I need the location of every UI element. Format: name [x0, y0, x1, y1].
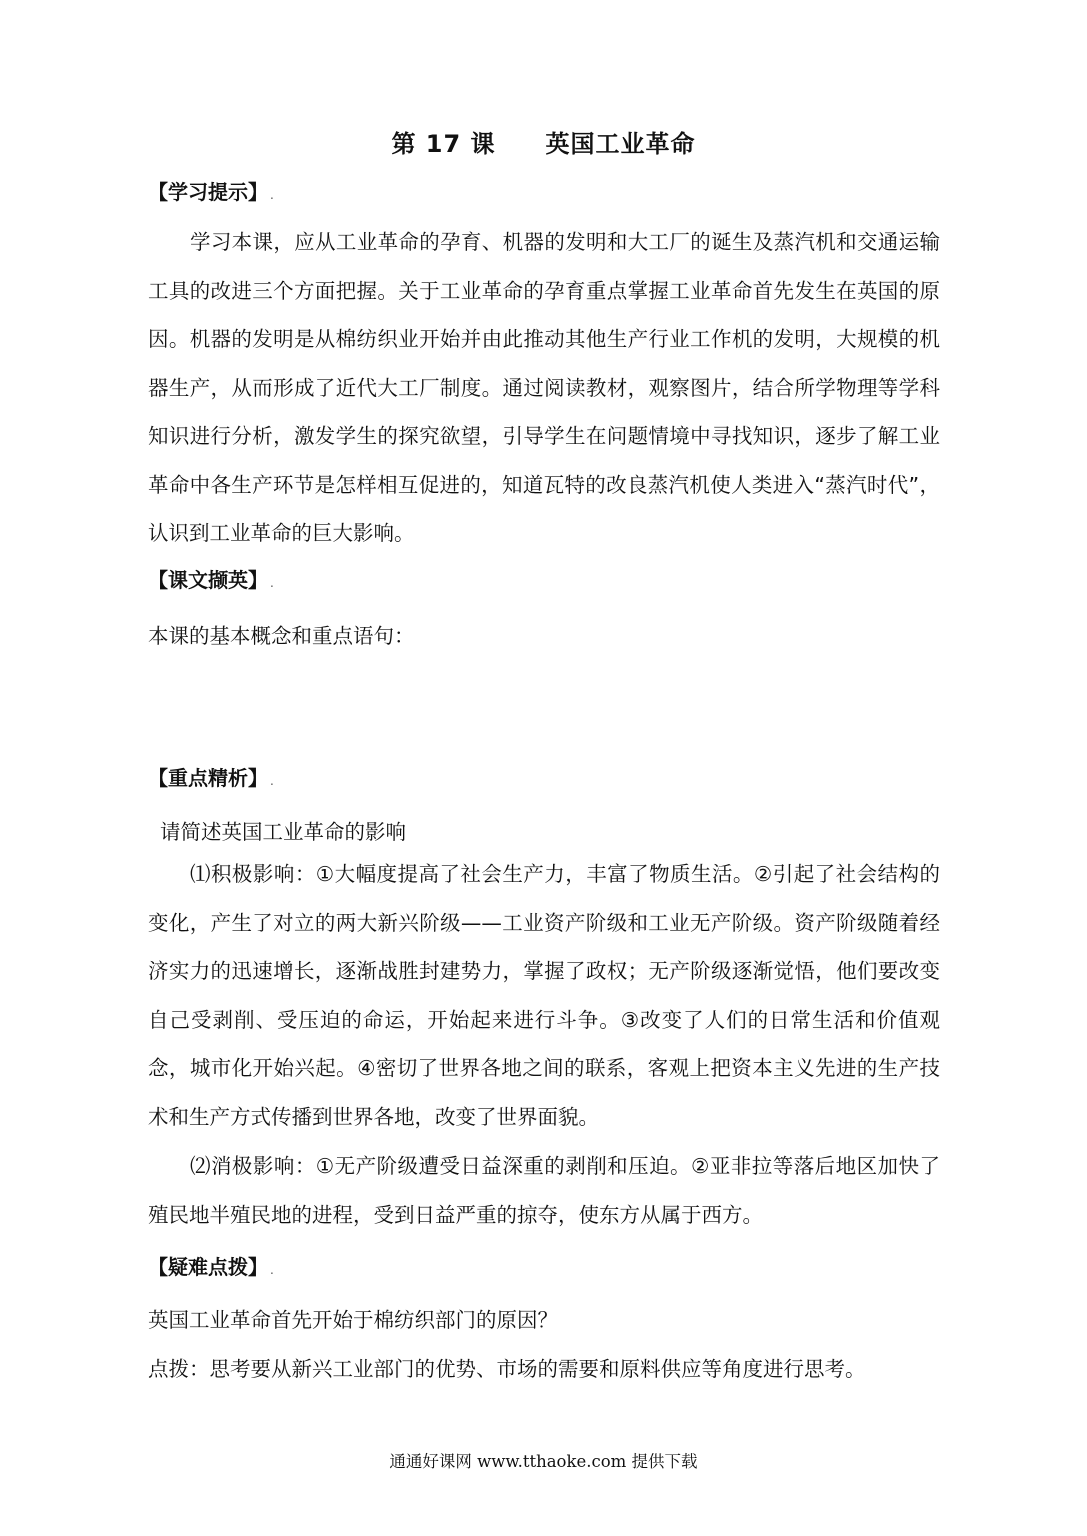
- positive-impact-paragraph: ⑴积极影响：①大幅度提高了社会生产力，丰富了物质生活。②引起了社会结构的变化，产生了对立的两大新兴阶级——工业资产阶级和工业无产阶级。资产阶级随着经济实力的迅速增长，逐渐战胜封建势力，掌握了政权；无产阶级逐渐觉悟，他们要改变自己受剥削、受压迫的命运，开始起来进行斗争。③改变了人们的日常生活和价值观念，城市化开始兴起。④密切了世界各地之间的联系，客观上把资本主义先进的生产技术和生产方式传播到世界各地，改变了世界面貌。: [148, 862, 940, 1129]
- study-tips-paragraph: 学习本课，应从工业革命的孕育、机器的发明和大工厂的诞生及蒸汽机和交通运输工具的改进三个方面把握。关于工业革命的孕育重点掌握工业革命首先发生在英国的原因。机器的发明是从棉纺织业开始并由此推动其他生产行业工作机的发明，大规模的机器生产，从而形成了近代大工厂制度。通过阅读教材，观察图片，结合所学物理等学科知识进行分析，激发学生的探究欲望，引导学生在问题情境中寻找知识，逐步了解工业革命中各生产环节是怎样相互促进的，知道瓦特的改良蒸汽机使人类进入“蒸汽时代”，认识到工业革命的巨大影响。: [148, 230, 940, 545]
- key-analysis-question: 请简述英国工业革命的影响: [160, 820, 406, 844]
- page-footer: 通通好课网 www.tthaoke.com 提供下载: [389, 1452, 698, 1471]
- heading-label: 【学习提示】: [148, 180, 268, 204]
- heading-label: 【重点精析】: [148, 766, 268, 790]
- heading-label: 【课文撷英】: [148, 568, 268, 592]
- page-title: 第 17 课 英国工业革命: [391, 130, 696, 158]
- section-heading-difficulty: 【疑难点拨】 .: [148, 1255, 274, 1279]
- negative-impact-paragraph: ⑵消极影响：①无产阶级遭受日益深重的剥削和压迫。②亚非拉等落后地区加快了殖民地半殖民地的进程，受到日益严重的掠夺，使东方从属于西方。: [148, 1154, 940, 1227]
- difficulty-question: 英国工业革命首先开始于棉纺织部门的原因？: [148, 1308, 558, 1332]
- section-heading-excerpt: 【课文撷英】 .: [148, 568, 274, 592]
- section-heading-study-tips: 【学习提示】 .: [148, 180, 274, 204]
- excerpt-intro: 本课的基本概念和重点语句：: [148, 624, 415, 648]
- difficulty-hint: 点拨：思考要从新兴工业部门的优势、市场的需要和原料供应等角度进行思考。: [148, 1357, 866, 1381]
- heading-label: 【疑难点拨】: [148, 1255, 268, 1279]
- section-heading-key-analysis: 【重点精析】 .: [148, 766, 274, 790]
